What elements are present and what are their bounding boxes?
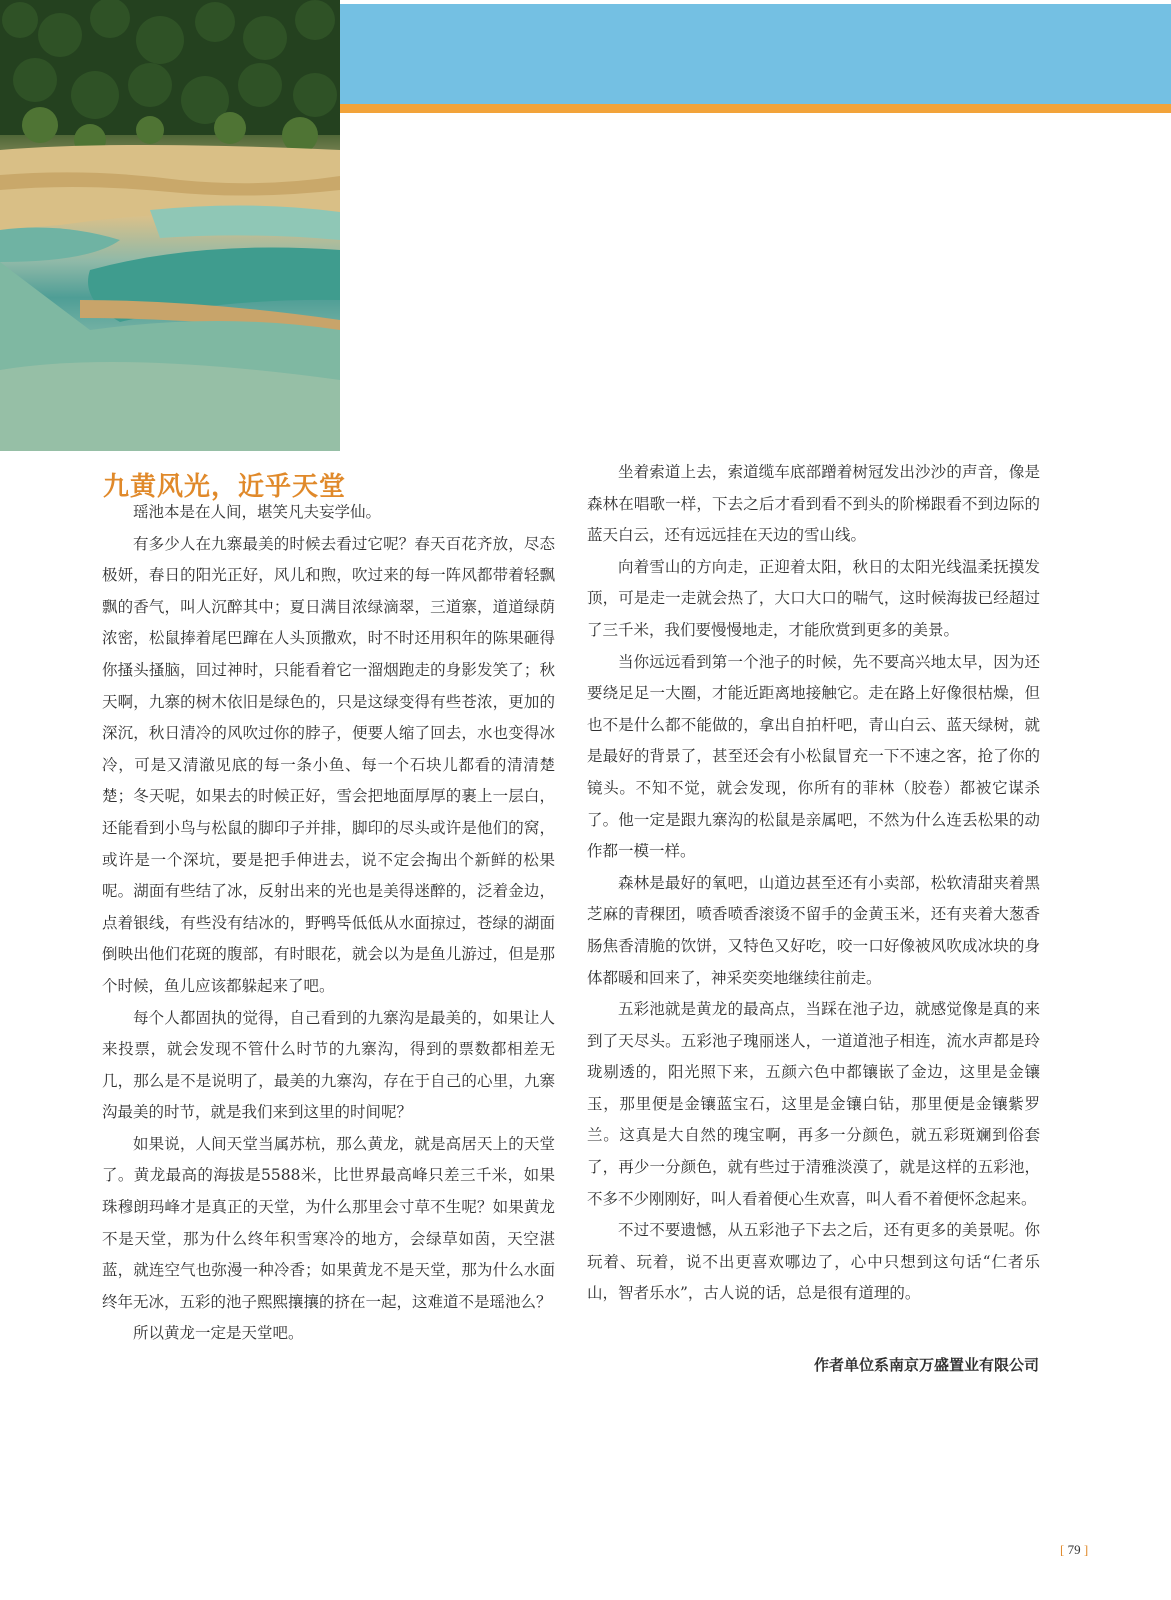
- header-accent-line: [340, 104, 1171, 113]
- header-band: [340, 4, 1171, 104]
- paragraph: 如果说，人间天堂当属苏杭，那么黄龙，就是高居天上的天堂了。黄龙最高的海拔是5588米，比世界最高峰只差三千米，如果珠穆朗玛峰才是真正的天堂，为什么那里会寸草不生呢？如果黄龙不是天堂，那为什么终年积雪寒冷的地方，会绿草如茵，天空湛蓝，就连空气也弥漫一种冷香；如果黄龙不是天堂，那为什么水面终年无冰，五彩的池子熙熙攘攘的挤在一起，这难道不是瑶池么？: [102, 1134, 555, 1311]
- paragraph: 五彩池就是黄龙的最高点，当踩在池子边，就感觉像是真的来到了天尽头。五彩池子瑰丽迷人，一道道池子相连，流水声都是玲珑剔透的，阳光照下来，五颜六色中都镶嵌了金边，这里是金镶玉，那里便是金镶蓝宝石，这里是金镶白钻，那里便是金镶紫罗兰。这真是大自然的瑰宝啊，再多一分颜色，就五彩斑斓到俗套了，再少一分颜色，就有些过于清雅淡漠了，就是这样的五彩池，不多不少刚刚好，叫人看着便心生欢喜，叫人看不着便怀念起来。: [587, 1000, 1040, 1208]
- photo-illustration: [0, 0, 340, 451]
- pool-shallow: [0, 362, 340, 451]
- page-number: [1060, 1542, 1088, 1558]
- page-bracket-close: ]: [1083, 1542, 1089, 1557]
- page-number-value: 79: [1067, 1542, 1081, 1557]
- pool-left: [0, 228, 120, 262]
- landscape-photo: [0, 0, 340, 451]
- article-column-left: [102, 497, 555, 1350]
- paragraph: 坐着索道上去，索道缆车底部蹭着树冠发出沙沙的声音，像是森林在唱歌一样，下去之后才看到看不到头的阶梯跟看不到边际的蓝天白云，还有远远挂在天边的雪山线。: [587, 463, 1040, 545]
- paragraph: 不过不要遗憾，从五彩池子下去之后，还有更多的美景呢。你玩着、玩着，说不出更喜欢哪边了，心中只想到这句话“仁者乐山，智者乐水”，古人说的话，总是很有道理的。: [587, 1221, 1040, 1303]
- paragraph: 森林是最好的氧吧，山道边甚至还有小卖部，松软清甜夹着黑芝麻的青稞团，喷香喷香滚烫不留手的金黄玉米，还有夹着大葱香肠焦香清脆的饮饼，又特色又好吃，咬一口好像被风吹成冰块的身体都暖和回来了，神采奕奕地继续往前走。: [587, 873, 1040, 987]
- paragraph: 有多少人在九寨最美的时候去看过它呢？春天百花齐放，尽态极妍，春日的阳光正好，风儿和煦，吹过来的每一阵风都带着轻飘飘的香气，叫人沉醉其中；夏日满目浓绿滴翠，三道寨，道道绿荫浓密，松鼠捧着尾巴蹿在人头顶撒欢，时不时还用积年的陈果砸得你搔头搔脑，回过神时，只能看着它一溜烟跑走的身影发笑了；秋天啊，九寨的树木依旧是绿色的，只是这绿变得有些苍浓，更加的深沉，秋日清冷的风吹过你的脖子，便要人缩了回去，水也变得冰冷，可是又清澈见底的每一条小鱼、每一个石块儿都看的清清楚楚；冬天呢，如果去的时候正好，雪会把地面厚厚的裹上一层白，还能看到小鸟与松鼠的脚印子并排，脚印的尽头或许是他们的窝，或许是一个深坑，要是把手伸进去，说不定会掏出个新鲜的松果呢。湖面有些结了冰，反射出来的光也是美得迷醉的，泛着金边，点着银线，有些没有结冰的，野鸭뚝低低从水面掠过，苍绿的湖面倒映出他们花斑的腹部，有时眼花，就会以为是鱼儿游过，但是那个时候，鱼儿应该都躲起来了吧。: [102, 534, 555, 995]
- article-column-right: [587, 457, 1040, 1310]
- paragraph: 瑶池本是在人间，堪笑凡夫妄学仙。: [133, 503, 382, 521]
- article-title: 九黄风光，近乎天堂: [103, 472, 347, 502]
- paragraph: 向着雪山的方向走，正迎着太阳，秋日的太阳光线温柔抚摸发顶，可是走一走就会热了，大口大口的喘气，这时候海拔已经超过了三千米，我们要慢慢地走，才能欣赏到更多的美景。: [587, 557, 1040, 639]
- paragraph: 当你远远看到第一个池子的时候，先不要高兴地太早，因为还要绕足足一大圈，才能近距离地接触它。走在路上好像很枯燥，但也不是什么都不能做的，拿出自拍杆吧，青山白云、蓝天绿树，就是最好的背景了，甚至还会有小松鼠冒充一下不速之客，抢了你的镜头。不知不觉，就会发现，你所有的菲林（胶卷）都被它谋杀了。他一定是跟九寨沟的松鼠是亲属吧，不然为什么连丢松果的动作都一模一样。: [587, 652, 1040, 861]
- pool-upper: [150, 205, 340, 240]
- page-bracket-open: [: [1060, 1542, 1065, 1557]
- paragraph: 所以黄龙一定是天堂吧。: [133, 1324, 304, 1343]
- paragraph: 每个人都固执的觉得，自己看到的九寨沟是最美的，如果让人来投票，就会发现不管什么时节的九寨沟，得到的票数都相差无几，那么是不是说明了，最美的九寨沟，存在于自己的心里，九寨沟最美的时节，就是我们来到这里的时间呢？: [102, 1008, 555, 1122]
- author-byline: 作者单位系南京万盛置业有限公司: [813, 1357, 1039, 1374]
